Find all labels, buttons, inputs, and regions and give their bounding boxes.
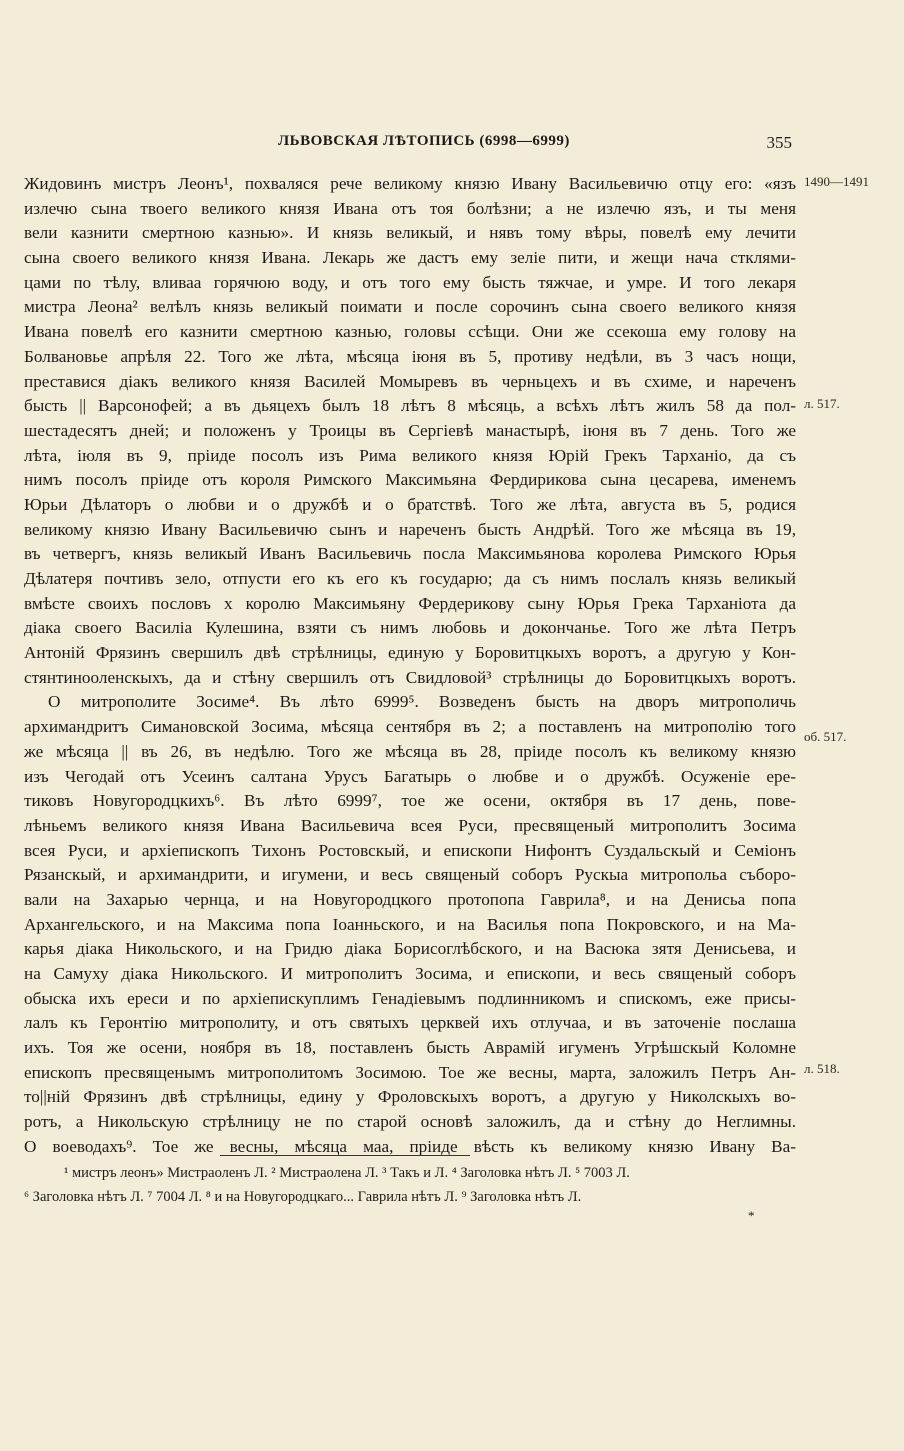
text-line: стянтинооленскыхъ, да и стѣну свершилъ отъ Свидловой³ стрѣлницы до Боровитцкыхъ воротъ. [24,667,796,687]
text-line: цами по тѣлу, вливаа горячюю воду, и отъ того ему бысть тяжчае, и умре. И того лекаря [24,272,796,292]
text-line: нимъ посолъ прiиде отъ короля Римского Максимьяна Фердирикова сына цесарева, именемъ [24,470,796,490]
text-line-section-start: О митрополите Зосиме⁴. Въ лѣто 6999⁵. Возведенъ бысть на дворъ митрополичь [48,692,796,712]
text-line: архимандритъ Симановской Зосима, мѣсяца сентября въ 2; а поставленъ на митрополiю того [24,717,796,737]
text-line: Антонiй Фрязинъ свершилъ двѣ стрѣлницы, единую у Боровитцкыхъ воротъ, а другую у Кон- [24,643,796,663]
text-line: Рязанскый, и архимандрити, и игумени, и весь священый соборъ Рускыа митропольа съборо- [24,865,796,885]
text-line: сына своего великого князя Ивана. Лекарь же дастъ ему зелiе пити, и жещи нача стклями- [24,248,796,268]
text-line: вали на Захарью чернца, и на Новугородцкого протопопа Гаврила⁸, и на Денисьа попа [24,889,796,909]
text-line: изъ Чегодай отъ Усеинъ салтана Урусъ Багатырь о любве и о дружбѣ. Осуженiе ере- [24,766,796,786]
margin-note-folio: об. 517. [804,729,847,744]
footnote-line: ⁶ Заголовка нѣтъ Л. ⁷ 7004 Л. ⁸ и на Новугородцкаго... Гаврила нѣтъ Л. ⁹ Заголовка нѣтъ Л. [24,1189,582,1205]
chronicle-text [24,172,796,1160]
text-line: Архангельского, и на Максима попа Iоанньского, и на Василья попа Покровского, и на Ма- [24,914,796,934]
text-line: излечю сына твоего великого князя Ивана отъ тоя болѣзни; а не излечю язъ, и ты меня [24,198,796,218]
margin-note-years: 1490—1491 [804,174,869,189]
page-number: 355 [766,133,792,152]
text-line: то||нiй Фрязинъ двѣ стрѣлницы, едину у Фроловскыхъ воротъ, а другую у Николскыхъ во- [24,1087,796,1107]
text-line: тиковъ Новугородцкихъ⁶. Въ лѣто 6999⁷, тое же осени, октября въ 17 день, пове- [24,791,796,811]
text-line: О воеводахъ⁹. Тое же весны, мѣсяца маа, прiиде вѣсть къ великому князю Ивану Ва- [24,1136,796,1156]
text-line: всея Руси, и архiепископъ Тихонъ Ростовскый, и епископи Нифонтъ Суздальскый и Семiонъ [24,840,796,860]
footnote-line: ¹ мистръ леонъ» Мистраоленъ Л. ² Мистраолена Л. ³ Такъ и Л. ⁴ Заголовка нѣтъ Л. ⁵ 7003 Л. [64,1165,630,1181]
header-title: ЛЬВОВСКАЯ ЛѢТОПИСЬ (6998—6999) [278,133,570,149]
text-line: ротъ, а Никольскую стрѣлницу не по старой основѣ заложилъ, да и стѣну до Неглимны. [24,1112,796,1132]
text-line: Болвановье апрѣля 22. Того же лѣта, мѣсяца iюня въ 5, противу недѣли, въ 3 часъ нощи, [24,346,796,366]
signature-mark: * [748,1208,755,1223]
text-line: лѣта, iюля въ 9, прiиде посолъ изъ Рима великого князя Юрiй Грекъ Тарханiо, да съ [24,445,796,465]
text-line: вмѣсте своихъ пословъ х королю Максимьяну Фердерикову сыну Юрья Грека Тарханiота да [24,593,796,613]
text-line: великому князю Ивану Васильевичю сынъ и нареченъ бысть Андрѣй. Того же мѣсяца въ 19, [24,519,796,539]
text-line: лѣньемъ великого князя Ивана Васильевича всея Руси, пресвященый митрополитъ Зосима [24,815,796,835]
text-line: лалъ къ Геронтiю митрополиту, и отъ святыхъ церквей ихъ отлучаа, и въ заточенiе послаша [24,1013,796,1033]
text-line: въ четвергъ, князь великый Иванъ Васильевичь посла Максимьянова королева Римского Юрья [24,544,796,564]
text-line: Ивана повелѣ его казнити смертною казнью, головы ссѣщи. Они же ссекоша ему голову на [24,322,796,342]
text-line: бысть || Варсонофей; а въ дьяцехъ былъ 18 лѣтъ 8 мѣсяць, а всѣхъ лѣтъ жилъ 58 да пол- [24,396,796,416]
margin-note-folio: л. 517. [804,396,840,411]
text-line: дiака своего Василiа Кулешина, взяти съ нимъ любовь и докончанье. Того же лѣта Петръ [24,618,796,638]
text-line: вели казнити смертною казнью». И князь великый, и нявъ тому вѣры, повелѣ ему лечити [24,223,796,243]
text-line: Дѣлатеря почтивъ зело, отпусти его къ его къ государю; да съ нимъ послалъ князь великый [24,569,796,588]
text-line: на Самуху дiака Никольского. И митрополитъ Зосима, и епископи, и весь священый соборъ [24,964,796,983]
text-line: шестадесятъ дней; и положенъ у Троицы въ Сергiевѣ манастырѣ, iюня въ 7 день. Того же [24,420,796,440]
text-line: Жидовинъ мистръ Леонъ¹, похваляся рече великому князю Ивану Васильевичю отцу его: «язъ [24,174,796,193]
text-line: ихъ. Тоя же осени, ноября въ 18, поставленъ бысть Аврамiй игуменъ Угрѣшскый Коломне [24,1038,796,1058]
running-header [20,133,802,159]
text-line: карья дiака Никольского, и на Гридю дiака Борисоглѣбского, и на Васюка зятя Денисьева, и [24,939,796,959]
text-line: же мѣсяца || въ 26, въ недѣлю. Того же мѣсяца въ 28, прiиде посолъ къ великому князю [24,741,796,761]
text-line: Юрьи Дѣлаторъ о любви и о дружбѣ и о братствѣ. Того же лѣта, августа въ 5, родися [24,494,796,514]
margin-note-folio: л. 518. [804,1061,840,1076]
text-line: епископъ пресвященымъ митрополитомъ Зосимою. Тое же весны, марта, заложилъ Петръ Ан- [24,1062,796,1082]
footnote-divider [220,1155,470,1156]
text-line: обыска ихъ ереси и по архiепискуплимъ Генадiевымъ подлинникомъ и спискомъ, еже присы- [24,988,796,1008]
text-line: преставися дiакъ великого князя Василей Момыревъ въ черньцехъ и въ схиме, и нареченъ [24,371,796,391]
text-line: мистра Леона² велѣлъ князь великый поимати и после сорочинъ сына своего великого князя [24,297,796,317]
